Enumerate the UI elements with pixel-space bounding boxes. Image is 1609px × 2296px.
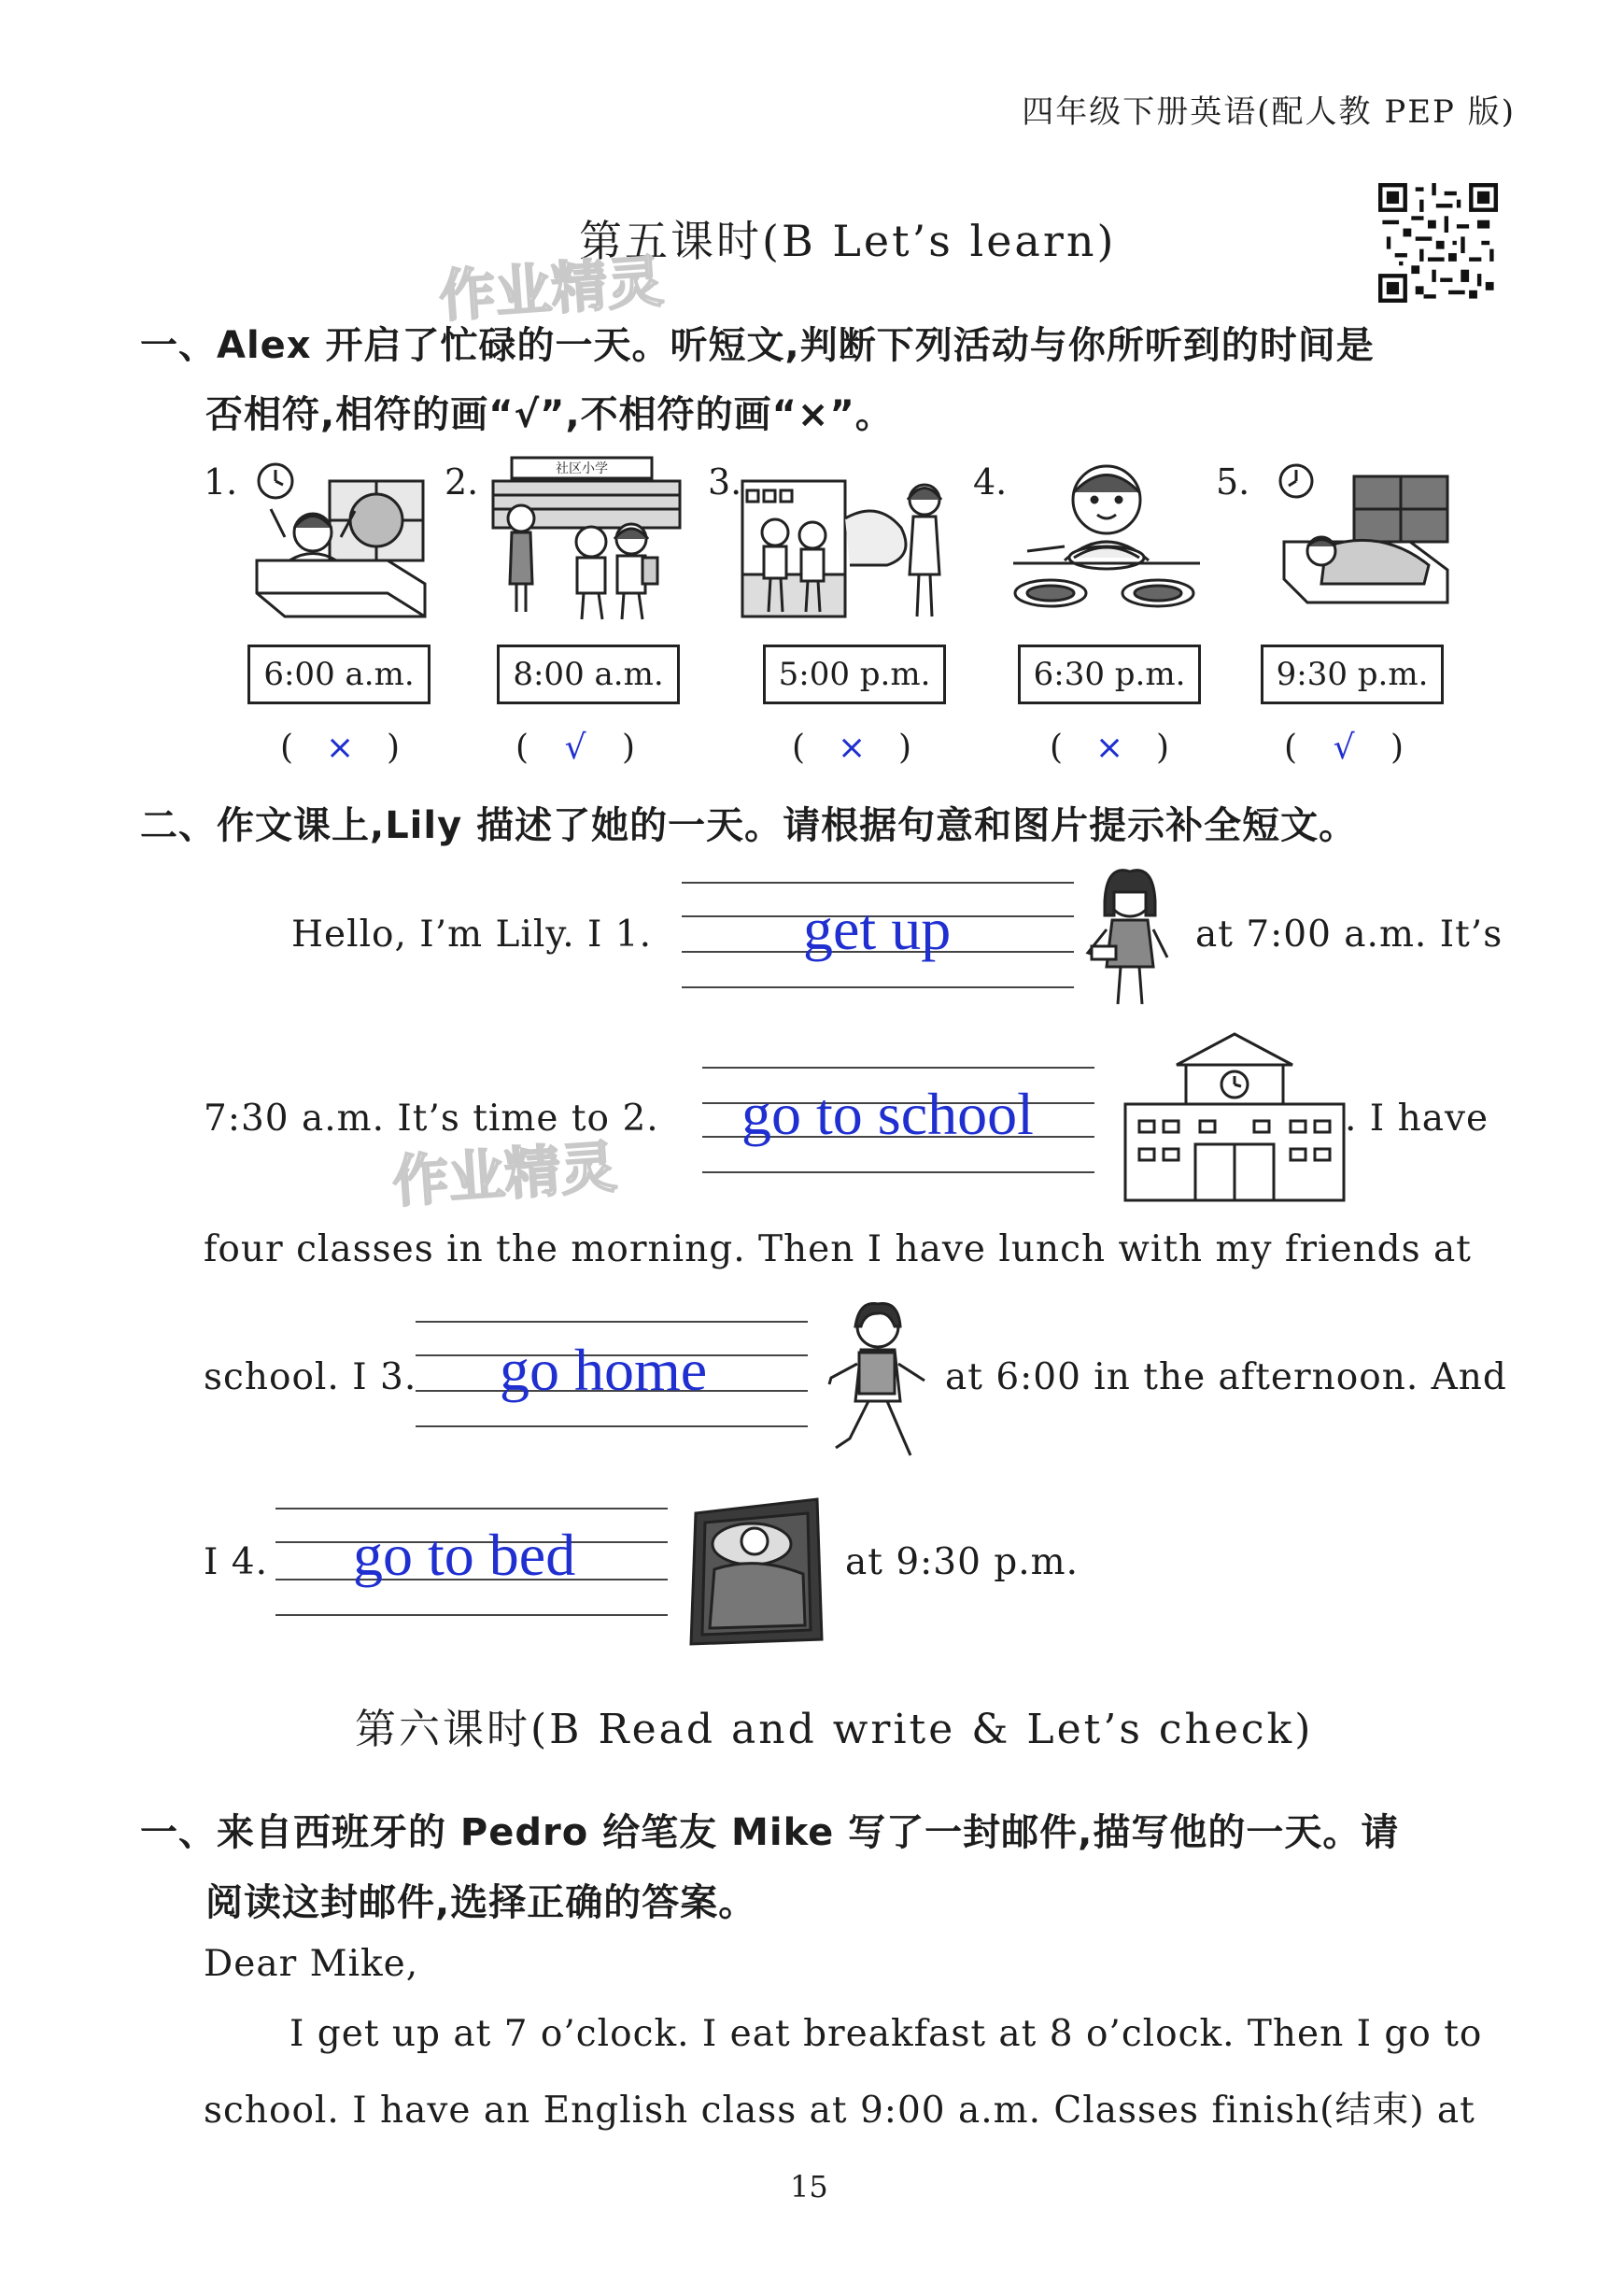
writing-line bbox=[416, 1425, 808, 1427]
text-line: at 9:30 p.m. bbox=[845, 1541, 1080, 1583]
writing-line bbox=[682, 882, 1074, 884]
lesson6-title: 第六课时(B Read and write & Let’s check) bbox=[355, 1706, 1314, 1753]
letter-line: school. I have an English class at 9:00 a.m. Classes finish(结束) at bbox=[204, 2090, 1475, 2132]
answer-mark: ( × ) bbox=[792, 729, 912, 767]
question-2-title: 二、作文课上,Lily 描述了她的一天。请根据句意和图片提示补全短文。 bbox=[140, 804, 1358, 847]
item-number: 2. bbox=[445, 461, 479, 503]
watermark: 作业精灵 bbox=[437, 248, 666, 331]
item-number: 4. bbox=[973, 461, 1008, 503]
dinner-picture bbox=[1009, 453, 1205, 617]
time-box: 8:00 a.m. bbox=[497, 645, 680, 704]
go-to-bed-picture bbox=[1270, 453, 1457, 612]
lesson5-title: 第五课时(B Let’s learn) bbox=[579, 216, 1117, 266]
watermark: 作业精灵 bbox=[390, 1134, 619, 1216]
text-line: at 6:00 in the afternoon. And bbox=[945, 1356, 1507, 1398]
text-line: I 4. bbox=[204, 1541, 269, 1583]
school-sign: 社区小学 bbox=[556, 461, 608, 476]
answer-3-handwriting: go home bbox=[500, 1337, 708, 1403]
item-number: 1. bbox=[204, 461, 238, 503]
question-1-line1: 一、Alex 开启了忙碌的一天。听短文,判断下列活动与你所听到的时间是 bbox=[140, 324, 1375, 367]
time-box: 6:30 p.m. bbox=[1018, 645, 1201, 704]
writing-line bbox=[702, 1171, 1094, 1173]
answer-mark: ( √ ) bbox=[1284, 729, 1404, 767]
answer-4-handwriting: go to bed bbox=[353, 1522, 576, 1588]
time-box: 5:00 p.m. bbox=[763, 645, 946, 704]
text-line: . I have bbox=[1345, 1098, 1489, 1140]
wake-up-picture bbox=[247, 453, 434, 621]
answer-mark: ( × ) bbox=[280, 729, 401, 767]
letter-greeting: Dear Mike, bbox=[204, 1943, 419, 1985]
text-line: four classes in the morning. Then I have lunch with my friends at bbox=[204, 1228, 1472, 1270]
item-number: 3. bbox=[708, 461, 742, 503]
writing-line bbox=[275, 1614, 668, 1616]
school-building-picture bbox=[1121, 1032, 1349, 1205]
writing-line bbox=[416, 1321, 808, 1323]
answer-4: × bbox=[1094, 729, 1124, 767]
page-header: 四年级下册英语(配人教 PEP 版) bbox=[1022, 93, 1516, 131]
time-box: 6:00 a.m. bbox=[247, 645, 430, 704]
qr-code bbox=[1378, 183, 1498, 303]
text-line: school. I 3. bbox=[204, 1356, 417, 1398]
answer-mark: ( × ) bbox=[1050, 729, 1170, 767]
answer-2: √ bbox=[564, 729, 586, 767]
time-box: 9:30 p.m. bbox=[1261, 645, 1444, 704]
lesson6-question-1-line1: 一、来自西班牙的 Pedro 给笔友 Mike 写了一封邮件,描写他的一天。请 bbox=[140, 1811, 1400, 1854]
answer-1-handwriting: get up bbox=[803, 896, 952, 962]
after-school-picture bbox=[738, 453, 953, 626]
go-to-school-picture bbox=[474, 453, 694, 626]
answer-1: × bbox=[325, 729, 355, 767]
text-line: 7:30 a.m. It’s time to 2. bbox=[204, 1098, 659, 1140]
answer-2-handwriting: go to school bbox=[741, 1081, 1034, 1147]
girl-sleeping-picture bbox=[682, 1490, 831, 1649]
answer-5: √ bbox=[1333, 729, 1355, 767]
lesson6-question-1-line2: 阅读这封邮件,选择正确的答案。 bbox=[205, 1881, 757, 1924]
writing-line bbox=[275, 1508, 668, 1509]
answer-3: × bbox=[837, 729, 867, 767]
writing-line bbox=[682, 986, 1074, 988]
answer-mark: ( √ ) bbox=[515, 729, 636, 767]
girl-go-home-picture bbox=[822, 1298, 934, 1462]
question-1-line2: 否相符,相符的画“√”,不相符的画“×”。 bbox=[205, 393, 894, 436]
page-number: 15 bbox=[790, 2169, 828, 2204]
girl-get-up-picture bbox=[1079, 864, 1181, 1009]
letter-line: I get up at 7 o’clock. I eat breakfast at 8 o’clock. Then I go to bbox=[289, 2013, 1483, 2055]
text-line: Hello, I’m Lily. I 1. bbox=[291, 914, 652, 956]
text-line: at 7:00 a.m. It’s bbox=[1195, 914, 1503, 956]
item-number: 5. bbox=[1216, 461, 1250, 503]
writing-line bbox=[702, 1067, 1094, 1069]
